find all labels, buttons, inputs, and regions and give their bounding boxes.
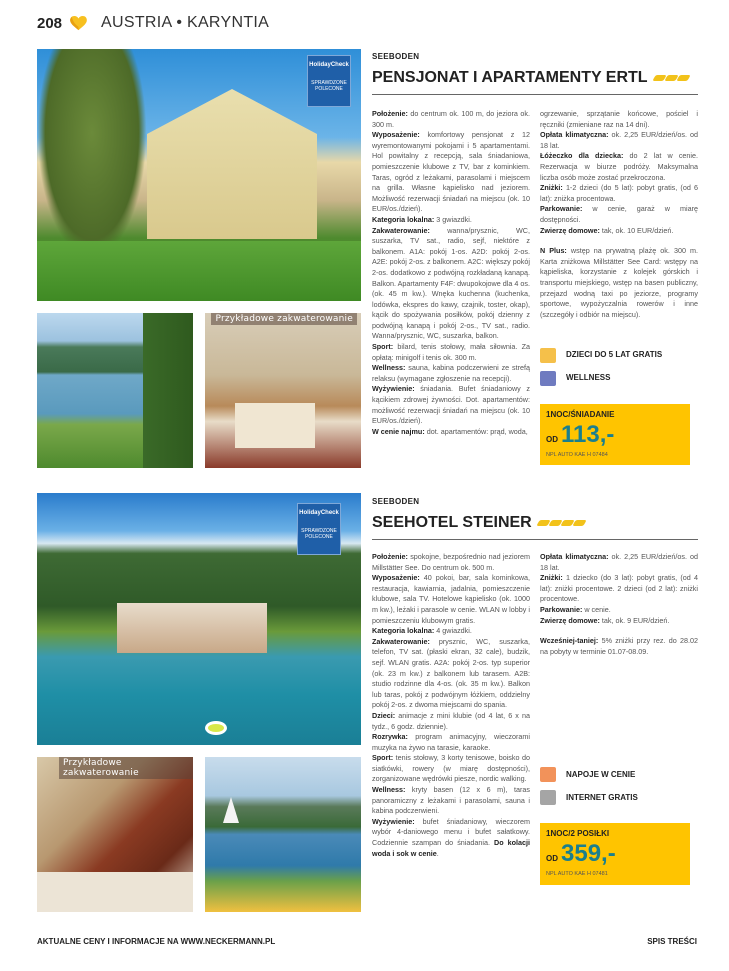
- description-paragraph: Wyżywienie: bufet śniadaniowy, wieczorem wybór 4-daniowego menu i bufet sałatkowy. Codziennie szampan do śniadania. Do kolacji woda i sok w cenie.: [372, 816, 530, 858]
- description-paragraph: W cenie najmu: dot. apartamentów: prąd, woda,: [372, 426, 528, 436]
- rating-suns-icon: [538, 520, 585, 526]
- description-paragraph: Dzieci: animacje z mini klubie (od 4 lat, 6 x na tydz., 6 godz. dziennie).: [372, 710, 530, 731]
- description-paragraph: Zwierzę domowe: tak, ok. 9 EUR/dzień.: [540, 615, 670, 625]
- offer-code: NPL AUTO KAE H 07481: [546, 870, 608, 877]
- description-paragraph: Położenie: spokojne, bezpośrednio nad jeziorem Millstätter See. Do centrum ok. 500 m.: [372, 552, 530, 572]
- speech-bubble-icon: [540, 348, 556, 363]
- hotel-town: SEEBODEN: [372, 497, 420, 506]
- hotel-steiner-description: [372, 552, 698, 885]
- description-right-column: [540, 552, 698, 885]
- description-paragraph: Łóżeczko dla dziecka: do 2 lat w cenie. Rezerwacja w biurze podróży. Maksymalna liczba osób może zostać przekroczona.: [540, 151, 698, 182]
- description-paragraph: Parkowanie: w cenie.: [540, 604, 611, 614]
- feature-wellness: WELLNESS: [540, 371, 698, 386]
- description-paragraph: Wyposażenie: komfortowy pensjonat z 12 wyremontowanymi pokojami i 5 apartamentami. Hol powitalny z recepcją, sala śniadaniowa, pomieszczenie klubowe z TV, bar z kominkiem. Taras, ogród z leżakami, parasolami i miejscem na grilla. Własne kąpielisko nad jeziorem. Możliwość rezerwacji śniadań na miejscu (ok. 10 EUR/os./dzień).: [372, 130, 530, 214]
- sample-accommodation-label: Przykładowe zakwaterowanie: [59, 757, 193, 779]
- description-paragraph: Opłata klimatyczna: ok. 2,25 EUR/dzień/os. od 18 lat.: [540, 130, 699, 150]
- rating-suns-icon: [654, 75, 689, 81]
- price-value: 113,-: [561, 420, 615, 448]
- hotel-town: SEEBODEN: [372, 52, 420, 61]
- page-header: [37, 14, 269, 32]
- speech-bubble-icon: [540, 371, 556, 386]
- hotel-steiner-room-photo: [37, 757, 193, 912]
- price-box[interactable]: [540, 823, 690, 884]
- speech-bubble-icon: [540, 790, 556, 805]
- description-paragraph: ogrzewanie, sprzątanie końcowe, pościel i ręczniki (zmieniane raz na 14 dni).: [540, 109, 698, 129]
- badge-text: SPRAWDZONE: [311, 79, 347, 86]
- description-paragraph: Kategoria lokalna: 4 gwiazdki.: [372, 626, 472, 636]
- description-paragraph: Rozrywka: program animacyjny, wieczorami muzyka na żywo na tarasie, karaoke.: [372, 732, 530, 752]
- badge-text: POLECONE: [315, 86, 343, 93]
- price-board-type: 1NOC/2 POSIŁKI: [546, 829, 610, 839]
- price-from: OD: [546, 853, 558, 863]
- description-paragraph: Wellness: sauna, kabina podczerwieni ze strefą relaksu (wymagane zgłoszenie na recepcji).: [372, 363, 530, 383]
- description-paragraph: Sport: bilard, tenis stołowy, mała siłownia. Za opłatą: minigolf i tenis ok. 300 m.: [372, 342, 530, 362]
- description-paragraph: Wyżywienie: śniadania. Bufet śniadaniowy z kącikiem zdrowej żywności. Dot. apartamentów: możliwość rezerwacji śniadań na miejscu (ok. 10 EUR/os./dzień).: [372, 384, 530, 426]
- price-from: OD: [546, 434, 558, 444]
- description-paragraph: Położenie: do centrum ok. 100 m, do jeziora ok. 300 m.: [372, 109, 530, 129]
- hotel-ertl-lake-photo: [37, 313, 193, 468]
- hotel-steiner-beach-photo: [205, 757, 361, 912]
- hotel-ertl-heading: [372, 52, 698, 95]
- description-paragraph: Kategoria lokalna: 3 gwiazdki.: [372, 214, 472, 224]
- description-paragraph: Wyposażenie: 40 pokoi, bar, sala kominkowa, restauracja, kawiarnia, jadalnia, pomieszczenie klubowe, sala TV. Hotelowe kąpielisko (ok. 1000 m kw.), leżaki i parasole w cenie. WLAN w lobby i pomieszczeniu klubowym gratis.: [372, 573, 530, 625]
- badge-text: POLECONE: [305, 534, 333, 541]
- description-paragraph: Zakwaterowanie: wanna/prysznic, WC, suszarka, TV sat., radio, sejf, niektóre z balkonem. A1A: pokój 1-os. A2D: pokój 2-os. A2E: pokój 2-os. z balkonem. A2C: większy pokój 2-os. dodatkowo z podwójną rozkładaną kanapą. Balkon. Apartamenty F4F: dwupokojowe dla 4 os. (ok. 45 m kw.). Wnęka kuchenna (kuchenka, lodówka, ekspres do kawy, czajnik, toster, okap), kącik do spożywania posiłków, pokój dzienny z podwójną kanapą i pokój 2-os., TV sat., radio. Wanna/prysznic, WC, suszarka, balkon.: [372, 225, 530, 341]
- hotel-steiner-main-photo: [37, 493, 361, 745]
- price-value: 359,-: [561, 839, 616, 867]
- footer-website-link[interactable]: AKTUALNE CENY I INFORMACJE NA WWW.NECKERMANN.PL: [37, 937, 276, 946]
- hotel-name: [372, 514, 698, 532]
- price-box[interactable]: [540, 404, 690, 465]
- description-right-column: [540, 109, 698, 465]
- holidaycheck-logo: HolidayCheck: [309, 62, 349, 68]
- table-of-contents-link[interactable]: SPIS TREŚCI: [647, 937, 697, 946]
- divider: [372, 94, 698, 95]
- page-number: 208: [37, 14, 63, 32]
- feature-drinks-included: NAPOJE W CENIE: [540, 767, 698, 782]
- description-paragraph: Zakwaterowanie: prysznic, WC, suszarka, telefon, TV sat. (płaski ekran, 32 cale), budzik, sejf. WLAN gratis. A2A: pokój 2-os. typ superior (ok. 23 m kw.) z balkonem lub tarasem. A2B: studio rodzinne dla 4-os. (ok. 35 m kw.). Balkon lub taras, pokój z podwójnym łóżkiem, oddzielny pokój 2-os. z dwoma miejscami do spania.: [372, 636, 530, 710]
- speech-bubble-icon: [540, 767, 556, 782]
- early-booking-info: Wcześniej-taniej: 5% zniżki przy rez. do 28.02 na pobyty w terminie 01.07-08.09.: [540, 636, 698, 656]
- description-paragraph: Parkowanie: w cenie, garaż w miarę dostępności.: [540, 204, 698, 224]
- description-paragraph: Zwierzę domowe: tak, ok. 10 EUR/dzień.: [540, 225, 674, 235]
- description-paragraph: Zniżki: 1 dziecko (do 3 lat): pobyt gratis, (od 4 lat): zniżki procentowe. 2 dzieci (od 2 lat): zniżki procentowe.: [540, 573, 698, 604]
- description-paragraph: Opłata klimatyczna: ok. 2,25 EUR/dzień/os. od 18 lat.: [540, 552, 699, 572]
- description-left-column: [372, 552, 530, 885]
- hotel-name: [372, 69, 698, 87]
- feature-internet-free: INTERNET GRATIS: [540, 790, 698, 805]
- nplus-info: N Plus: wstęp na prywatną plażę ok. 300 m. Karta zniżkowa Millstätter See Card: wstępy na kąpieliska, korzystanie z kolejek górskich i transportu miejskiego, wstęp na basen publiczny, przejazd wodną taxi po jeziorze, programy sportowe, wypożyczalnia rowerów i inne (szczegóły i odbiór na miejscu).: [540, 246, 698, 319]
- description-paragraph: Sport: tenis stołowy, 3 korty tenisowe, boisko do siatkówki, rowery (w miarę dostępności), zorganizowane wędrówki piesze, nordic walking.: [372, 753, 530, 784]
- region-title: AUSTRIA • KARYNTIA: [101, 14, 270, 31]
- feature-kids-free: DZIECI DO 5 LAT GRATIS: [540, 348, 698, 363]
- holidaycheck-badge: [297, 503, 341, 555]
- hotel-steiner-heading: [372, 497, 698, 540]
- sample-accommodation-label: Przykładowe zakwaterowanie: [211, 313, 357, 325]
- offer-code: NPL AUTO KAE H 07484: [546, 451, 608, 458]
- holidaycheck-badge: [307, 55, 351, 107]
- hotel-name-text: PENSJONAT I APARTAMENTY ERTL: [372, 69, 648, 86]
- heart-logo-icon: [70, 16, 87, 31]
- divider: [372, 539, 698, 540]
- hotel-name-text: SEEHOTEL STEINER: [372, 514, 532, 531]
- holidaycheck-logo: HolidayCheck: [299, 510, 339, 516]
- hotel-ertl-main-photo: [37, 49, 361, 301]
- hotel-ertl-room-photo: [205, 313, 361, 468]
- description-left-column: [372, 109, 530, 465]
- badge-text: SPRAWDZONE: [301, 527, 337, 534]
- hotel-ertl-description: [372, 109, 698, 465]
- description-paragraph: Zniżki: 1-2 dzieci (do 5 lat): pobyt gratis, (od 6 lat): zniżka procentowa.: [540, 183, 698, 203]
- description-paragraph: Wellness: kryty basen (12 x 6 m), taras panoramiczny z leżakami i parasolami, sauna i kabina podczerwieni.: [372, 785, 530, 816]
- price-board-type: 1NOC/ŚNIADANIE: [546, 410, 615, 420]
